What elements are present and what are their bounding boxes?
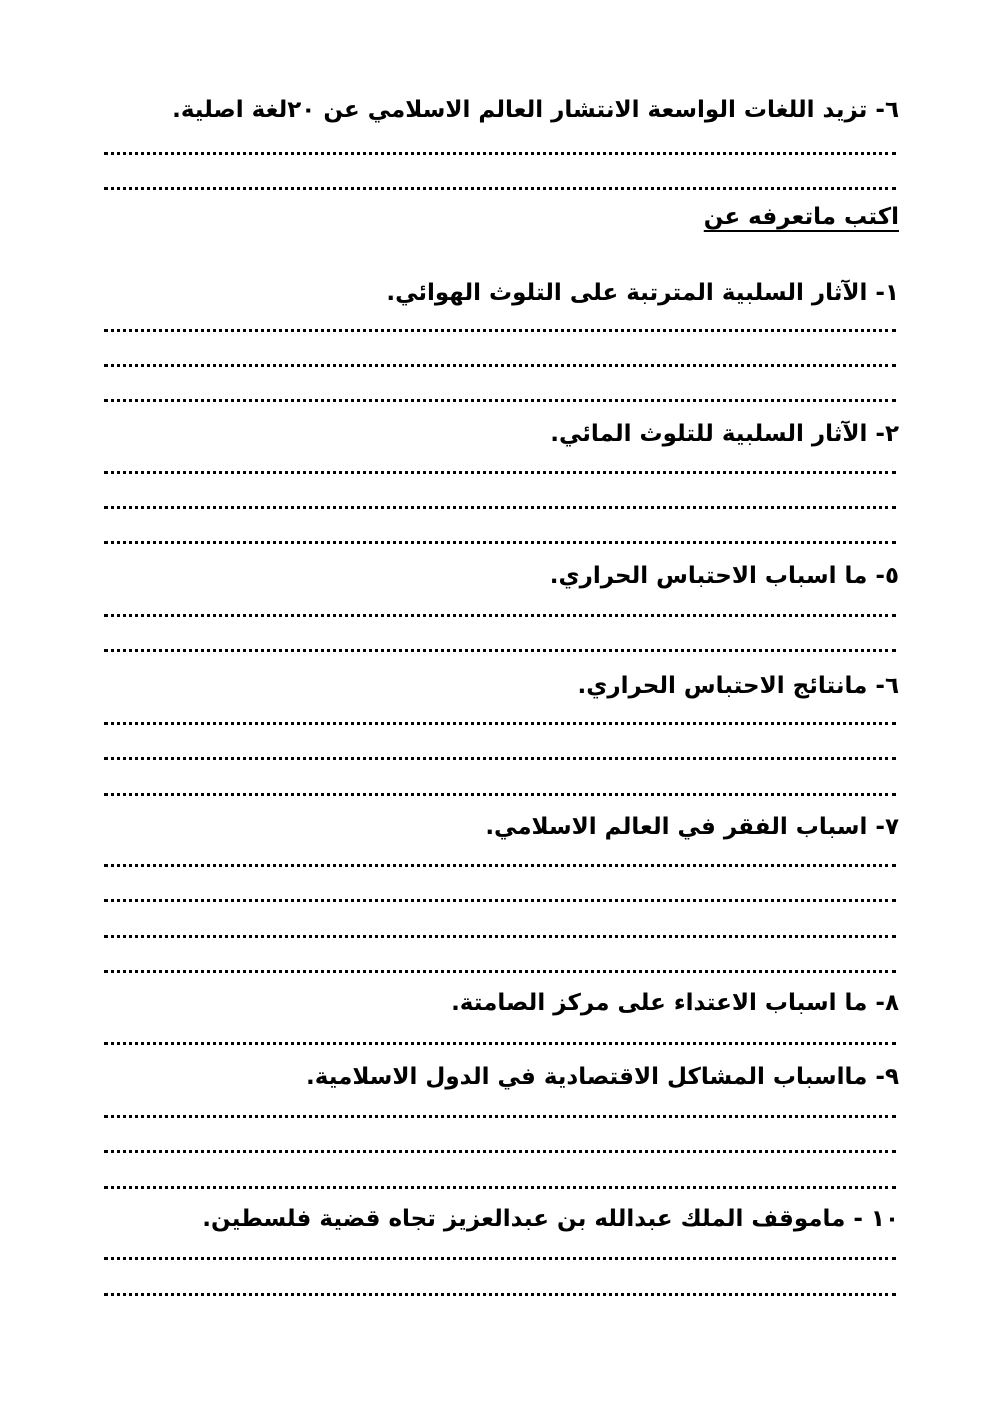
answer-line[interactable] <box>104 1150 896 1153</box>
question-9-economic-problems: ٩- مااسباب المشاكل الاقتصادية في الدول الاسلامية. <box>306 1064 899 1090</box>
answer-line[interactable] <box>104 935 896 938</box>
question-1-air-pollution: ١- الآثار السلبية المترتبة على التلوث الهوائي. <box>386 280 899 306</box>
answer-line[interactable] <box>104 506 896 509</box>
answer-line[interactable] <box>104 152 896 155</box>
answer-line[interactable] <box>104 1115 896 1118</box>
answer-line[interactable] <box>104 1042 896 1045</box>
answer-line[interactable] <box>104 864 896 867</box>
section-heading: اكتب ماتعرفه عن <box>703 204 899 230</box>
answer-line[interactable] <box>104 399 896 402</box>
question-8-assault-causes: ٨- ما اسباب الاعتداء على مركز الصامتة. <box>451 990 899 1016</box>
question-5-greenhouse-causes: ٥- ما اسباب الاحتباس الحراري. <box>549 563 899 589</box>
answer-line[interactable] <box>104 722 896 725</box>
answer-line[interactable] <box>104 1293 896 1296</box>
question-10-palestine-stance: ١٠ - ماموقف الملك عبدالله بن عبدالعزيز تجاه قضية فلسطين. <box>202 1206 899 1232</box>
answer-line[interactable] <box>104 793 896 796</box>
answer-line[interactable] <box>104 471 896 474</box>
answer-line[interactable] <box>104 614 896 617</box>
answer-line[interactable] <box>104 757 896 760</box>
question-6-greenhouse-results: ٦- مانتائج الاحتباس الحراري. <box>577 673 899 699</box>
answer-line[interactable] <box>104 1186 896 1189</box>
answer-line[interactable] <box>104 970 896 973</box>
question-6-languages: ٦- تزيد اللغات الواسعة الانتشار العالم الاسلامي عن ٢٠لغة اصلية. <box>172 97 899 123</box>
answer-line[interactable] <box>104 187 896 190</box>
answer-line[interactable] <box>104 541 896 544</box>
answer-line[interactable] <box>104 649 896 652</box>
question-2-water-pollution: ٢- الآثار السلبية للتلوث المائي. <box>550 421 899 447</box>
question-7-poverty-causes: ٧- اسباب الفقر في العالم الاسلامي. <box>485 814 899 840</box>
answer-line[interactable] <box>104 899 896 902</box>
answer-line[interactable] <box>104 1257 896 1260</box>
answer-line[interactable] <box>104 364 896 367</box>
answer-line[interactable] <box>104 329 896 332</box>
